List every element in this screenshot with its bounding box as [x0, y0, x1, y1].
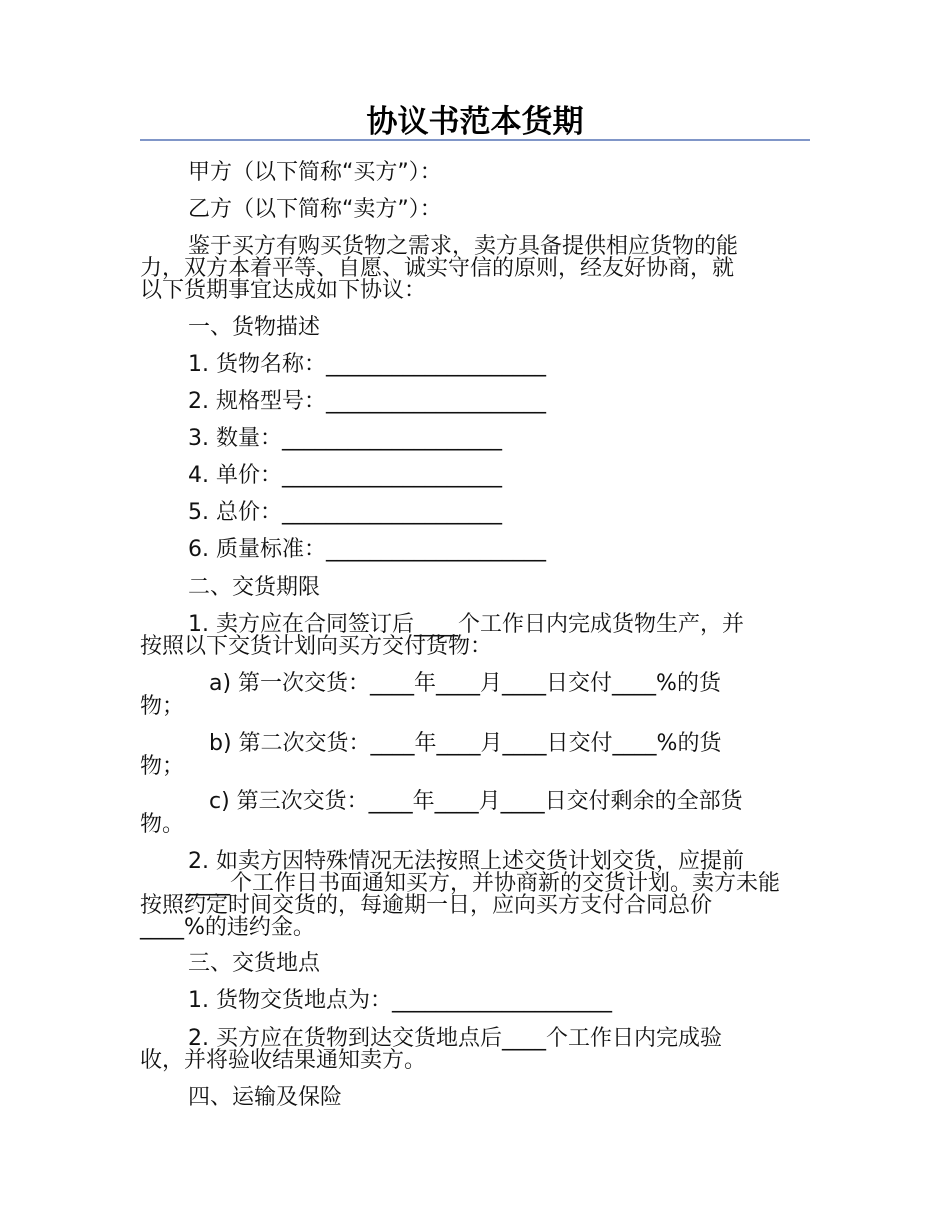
party-a-line: 甲方（以下简称“买方”）： [188, 160, 442, 185]
delivery-c-line-2: 物。 [140, 812, 185, 837]
delivery-clause-2-line-1: 2. 如卖方因特殊情况无法按照上述交货计划交货，应提前 [188, 849, 744, 874]
goods-name-line: 1. 货物名称：____________________ [188, 352, 546, 377]
goods-total-price-line: 5. 总价：____________________ [188, 500, 502, 525]
goods-quality-line: 6. 质量标准：____________________ [188, 537, 546, 562]
delivery-b-line-2: 物； [140, 754, 185, 779]
section-heading-2: 二、交货期限 [188, 575, 321, 600]
delivery-clause-1-line-2: 按照以下交货计划向买方交付货物： [140, 634, 493, 659]
delivery-c-line-1: c) 第三次交货：____年____月____日交付剩余的全部货 [209, 789, 743, 814]
preamble-line-2: 力，双方本着平等、自愿、诚实守信的原则，经友好协商，就 [140, 256, 735, 281]
acceptance-line-1: 2. 买方应在货物到达交货地点后____个工作日内完成验 [188, 1026, 722, 1051]
document-title: 协议书范本货期 [366, 104, 584, 140]
delivery-a-line-1: a) 第一次交货：____年____月____日交付____%的货 [209, 671, 721, 696]
delivery-clause-2-line-4: ____%的违约金。 [140, 915, 315, 940]
preamble-line-1: 鉴于买方有购买货物之需求，卖方具备提供相应货物的能 [188, 234, 739, 259]
delivery-clause-2-line-3: 按照约定时间交货的，每逾期一日，应向买方支付合同总价 [140, 893, 713, 918]
title-underline [140, 139, 810, 141]
section-heading-3: 三、交货地点 [188, 951, 321, 976]
section-heading-4: 四、运输及保险 [188, 1085, 343, 1110]
goods-spec-line: 2. 规格型号：____________________ [188, 389, 546, 414]
section-heading-1: 一、货物描述 [188, 315, 321, 340]
acceptance-line-2: 收，并将验收结果通知卖方。 [140, 1048, 427, 1073]
delivery-b-line-1: b) 第二次交货：____年____月____日交付____%的货 [209, 731, 722, 756]
delivery-a-line-2: 物； [140, 694, 185, 719]
preamble-line-3: 以下货期事宜达成如下协议： [140, 278, 427, 303]
goods-unit-price-line: 4. 单价：____________________ [188, 463, 502, 488]
delivery-location-line: 1. 货物交货地点为：____________________ [188, 988, 612, 1013]
delivery-clause-1-line-1: 1. 卖方应在合同签订后____个工作日内完成货物生产，并 [188, 612, 744, 637]
delivery-clause-2-line-2: ____个工作日书面通知买方，并协商新的交货计划。卖方未能 [186, 871, 781, 896]
goods-quantity-line: 3. 数量：____________________ [188, 426, 502, 451]
party-b-line: 乙方（以下简称“卖方”）： [188, 197, 442, 222]
